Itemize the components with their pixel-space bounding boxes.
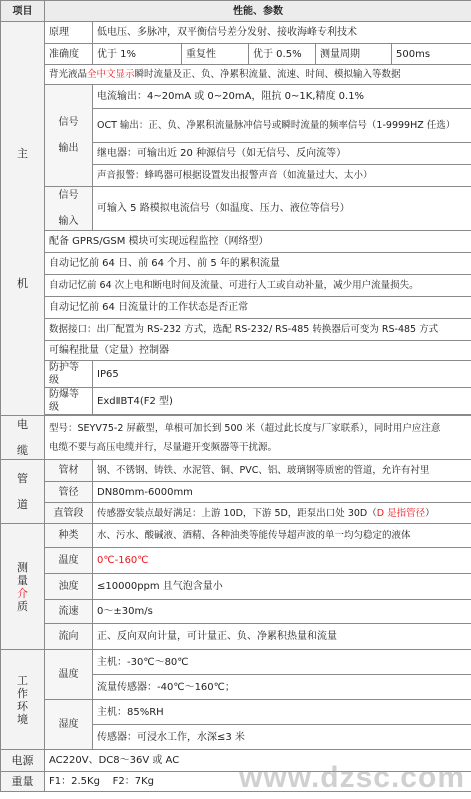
row-env-hum-host [1, 700, 471, 725]
value-output-oct: OCT 输出：正、负、净累积流量脉冲信号或瞬时流量的频率信号（1-9999HZ 任选） [93, 109, 471, 143]
label-env-temp: 温度 [45, 650, 93, 700]
value-output-current: 电流输出：4~20mA 或 0~20mA，阻抗 0~1K,精度 0.1% [93, 85, 471, 109]
label-medium-kind: 种类 [45, 524, 93, 548]
label-medium-velocity: 流速 [45, 600, 93, 624]
label-pipe-straight: 直管段 [45, 503, 93, 524]
label-repeatability: 重复性 [182, 44, 249, 65]
value-medium-turbidity: ≤10000ppm 且气泡含量小 [93, 574, 471, 600]
value-medium-velocity: 0～±30m/s [93, 600, 471, 624]
value-env-temp-sensor: 流量传感器：-40℃～160℃； [93, 675, 471, 700]
value-batch: 可编程批量（定量）控制器 [45, 341, 471, 361]
row-protection [1, 361, 471, 388]
value-memory3: 自动记忆前 64 日流量计的工作状态是否正常 [45, 297, 471, 319]
label-pipe-diameter: 管径 [45, 482, 93, 503]
row-explosion [1, 388, 471, 415]
row-pipe-material [1, 460, 471, 482]
row-medium-direction [1, 624, 471, 650]
row-medium-turbidity [1, 574, 471, 600]
row-pipe-diameter [1, 482, 471, 503]
label-weight: 重量 [1, 772, 45, 792]
value-env-hum-host: 主机：85%RH [93, 700, 471, 725]
value-pipe-material: 钢、不锈钢、铸铁、水泥管、铜、PVC、铝、玻璃钢等质密的管道，允许有衬里 [93, 460, 471, 482]
label-power: 电源 [1, 750, 45, 772]
label-cycle: 测量周期 [316, 44, 392, 65]
category-medium: 测 量 介 质 [1, 524, 45, 650]
row-interface [1, 319, 471, 341]
row-principle [1, 22, 471, 44]
value-output-alarm: 声音报警：蜂鸣器可根据设置发出报警声音（如流量过大、太小） [93, 165, 471, 187]
header-row [1, 1, 471, 22]
label-medium-turbidity: 浊度 [45, 574, 93, 600]
value-env-hum-sensor: 传感器：可浸水工作，水深≤3 米 [93, 725, 471, 750]
row-medium-temp [1, 548, 471, 574]
row-input [1, 187, 471, 231]
label-accuracy: 准确度 [45, 44, 93, 65]
value-repeatability: 优于 0.5% [249, 44, 316, 65]
category-pipe: 管 道 [1, 460, 45, 524]
value-output-relay: 继电器：可输出近 20 种源信号（如无信号、反向流等） [93, 143, 471, 165]
row-output-current [1, 85, 471, 109]
header-spec: 性能、参数 [45, 1, 471, 22]
value-medium-temp: 0℃-160℃ [93, 548, 471, 574]
value-power: AC220V、DC8～36V 或 AC [45, 750, 471, 772]
row-memory3 [1, 297, 471, 319]
label-protection: 防护等级 [45, 361, 93, 388]
label-medium-direction: 流向 [45, 624, 93, 650]
value-cycle: 500ms [392, 44, 471, 65]
row-env-temp-host [1, 650, 471, 675]
value-memory2: 自动记忆前 64 次上电和断电时间及流量、可进行人工或自动补量，减少用户流量损失。 [45, 275, 471, 297]
label-signal-input: 信号 输入 [45, 187, 93, 231]
value-env-temp-host: 主机：-30℃～80℃ [93, 650, 471, 675]
label-env-humidity: 湿度 [45, 700, 93, 750]
value-cable: 型号：SEYV75-2 屏蔽型，单根可加长到 500 米（超过此长度与厂家联系），同时用户应注意 电缆不要与高压电缆并行，尽量避开变频器等干扰源。 [45, 416, 471, 460]
value-accuracy: 优于 1% [93, 44, 182, 65]
value-weight: F1：2.5Kg F2：7Kg [45, 772, 471, 792]
category-main-unit: 主 机 [1, 22, 45, 416]
header-item: 项目 [1, 1, 45, 22]
row-weight [1, 772, 471, 792]
row-medium-kind [1, 524, 471, 548]
value-protection: IP65 [93, 361, 471, 388]
value-memory1: 自动记忆前 64 日、前 64 个月、前 5 年的累积流量 [45, 253, 471, 275]
row-pipe-straight [1, 503, 471, 524]
value-display: 背光液晶全中文显示瞬时流量及正、负、净累积流量、流速、时间、模拟输入等数据 [45, 65, 471, 85]
row-cable [1, 416, 471, 460]
row-batch [1, 341, 471, 361]
row-gprs [1, 231, 471, 253]
category-environment: 工 作 环 境 [1, 650, 45, 750]
value-interface: 数据接口：出厂配置为 RS-232 方式，选配 RS-232/ RS-485 转换器后可变为 RS-485 方式 [45, 319, 471, 341]
row-accuracy [1, 44, 471, 65]
value-principle: 低电压、多脉冲，双平衡信号差分发射、接收海峰专利技术 [93, 22, 471, 44]
value-explosion: ExdⅡBT4(F2 型) [93, 388, 471, 415]
row-power [1, 750, 471, 772]
row-medium-velocity [1, 600, 471, 624]
row-memory2 [1, 275, 471, 297]
value-gprs: 配备 GPRS/GSM 模块可实现远程监控（网络型） [45, 231, 471, 253]
row-memory1 [1, 253, 471, 275]
label-explosion: 防爆等级 [45, 388, 93, 415]
row-display [1, 65, 471, 85]
watermark: www.dzsc.com [239, 761, 465, 794]
label-pipe-material: 管材 [45, 460, 93, 482]
value-medium-kind: 水、污水、酸碱液、酒精、各种油类等能传导超声波的单一均匀稳定的液体 [93, 524, 471, 548]
value-pipe-diameter: DN80mm-6000mm [93, 482, 471, 503]
value-signal-input: 可输入 5 路模拟电流信号（如温度、压力、液位等信号） [93, 187, 471, 231]
category-cable: 电 缆 [1, 416, 45, 460]
label-signal-output: 信号 输出 [45, 85, 93, 187]
label-medium-temp: 温度 [45, 548, 93, 574]
value-medium-direction: 正、反向双向计量，可计量正、负、净累积热量和流量 [93, 624, 471, 650]
label-principle: 原理 [45, 22, 93, 44]
value-pipe-straight: 传感器安装点最好满足：上游 10D，下游 5D，距泵出口处 30D（D 是指管径） [93, 503, 471, 524]
